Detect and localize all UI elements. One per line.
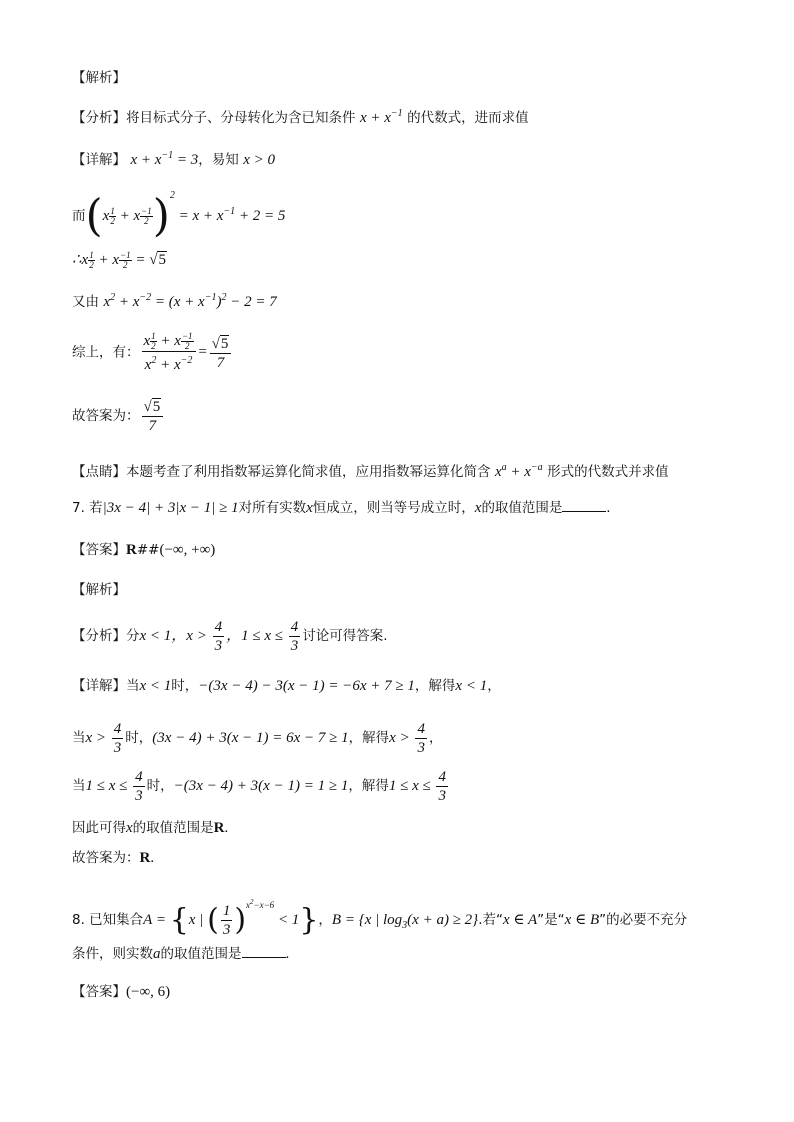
remark-line: [72, 458, 669, 482]
math-case-1-expr: −(3x − 4) − 3(x − 1) = −6x + 7 ≥ 1: [198, 678, 415, 694]
math-case-2-cond: x > $\frac{4}{3}$: [85, 721, 122, 756]
math-case-2-result: x > $\frac{4}{3}$: [389, 721, 425, 756]
math-case-2-expr: (3x − 4) + 3(x − 1) = 6x − 7 ≥ 1: [152, 729, 349, 746]
summary-text: 综上，有：: [72, 344, 140, 361]
remark-text-end: 形式的代数式并求值: [547, 464, 669, 480]
q7-number: 7. 若: [72, 500, 103, 516]
math-result-fraction: x $\frac{1}{2}$ + x $\frac{-1}{2}$ $x^2 + x^{-2}$ = $\frac{√5}{7}$: [140, 344, 234, 360]
conclusion-7: 因此可得x的取值范围是R.: [72, 820, 229, 836]
q7-text-3: 的取值范围是: [481, 500, 563, 516]
answer-text-7: 故答案为：: [72, 850, 140, 866]
case-2-text: 当: [72, 729, 86, 746]
math-interval-8: (−∞, 6): [126, 984, 171, 1000]
math-x: x: [474, 500, 482, 516]
math-case-3-result: 1 ≤ x ≤ $\frac{4}{3}$: [388, 769, 446, 804]
detail-line: [72, 146, 275, 170]
answer-line-6: [72, 398, 165, 435]
q8-text-2: ”是“: [537, 912, 565, 928]
math-R: R: [139, 850, 151, 866]
math-case-3-expr: −(3x − 4) + 3(x − 1) = 1 ≥ 1: [173, 777, 349, 794]
math-x: x: [126, 820, 133, 836]
also-line: [72, 288, 277, 312]
also-text: 又由: [72, 294, 99, 310]
question-7: 7. 若|3x − 4| + 3|x − 1| ≥ 1对所有实数x恒成立，则当等号成立时，x的取值范围是 .: [72, 500, 611, 516]
math-cases: x < 1，x > $\frac{4}{3}$ ，1 ≤ x ≤ $\frac{4}{3}$: [139, 619, 299, 654]
math-a: a: [153, 946, 161, 962]
math-answer-6: $\frac{√5}{7}$: [140, 408, 166, 424]
answer-blank: [562, 499, 606, 512]
case-3-text-3: ，解得: [348, 777, 389, 794]
math-given: $x + x^{-1} = 3$: [130, 150, 199, 168]
math-set-B: B = {x | $\log_3(x + a) \ge 2$}: [331, 912, 479, 931]
conclusion-text-2: 的取值范围是: [132, 820, 214, 836]
answer-label-8: 【答案】: [72, 984, 126, 1000]
detail-7-text: 时，: [171, 678, 199, 694]
math-x-in-A: x ∈ A: [502, 912, 538, 928]
math-set-A: A = {x | ( $\frac{1}{3}$ )$^{x^2-x-6}$ < 1}: [143, 898, 319, 939]
answer-7: [72, 540, 215, 560]
detail-7-label: 【详解】当: [72, 678, 140, 694]
case-3-text-2: 时，: [146, 777, 174, 794]
q8-number: 8. 已知集合: [72, 912, 144, 928]
math-square-sum: $x^2 + x^{-2} = (x + x^{-1})^2 - 2 = 7$: [103, 292, 277, 310]
q8-text-4: 条件，则实数: [72, 946, 153, 962]
math-therefore: ∴x $\frac{1}{2}$ + x $\frac{-1}{2}$ = √5: [72, 250, 166, 270]
answer-blank: [242, 945, 286, 958]
case-2-text-2: 时，: [125, 729, 153, 746]
math-q7-inequality: |3x − 4| + 3|x − 1| ≥ 1: [102, 500, 239, 516]
hash-sep: ##: [136, 542, 160, 558]
math-remark: $x^a + x^{-a}$: [494, 462, 543, 480]
math-R: R: [126, 542, 137, 558]
answer-line-7: 故答案为：R.: [72, 850, 155, 866]
analysis-text: 【分析】将目标式分子、分母转化为含已知条件: [72, 110, 356, 126]
math-interval-all: (−∞, +∞): [159, 542, 216, 558]
detail-7-text-2: ，解得: [414, 678, 456, 694]
detail-7-case-3: [72, 768, 450, 805]
detail-7-case-1: 【详解】当x < 1时，−(3x − 4) − 3(x − 1) = −6x + 7 ≥ 1，解得x < 1，: [72, 678, 501, 694]
conclusion-text: 因此可得: [72, 820, 126, 836]
analysis-text-end: 的代数式，进而求值: [407, 110, 529, 126]
math-case-1-result: x < 1: [455, 678, 488, 694]
analysis-heading-7: 【解析】: [72, 582, 126, 598]
q8-text-5: 的取值范围是: [160, 946, 242, 962]
detail-text: ，易知: [198, 152, 239, 168]
detail-label: 【详解】: [72, 152, 126, 168]
q8-text-3: ”的必要不充分: [599, 912, 688, 928]
math-case-3-cond: 1 ≤ x ≤ $\frac{4}{3}$: [85, 769, 143, 804]
math-condition: $x + x^{-1}$: [359, 108, 403, 126]
case-3-text: 当: [72, 777, 86, 794]
math-x-in-B: x ∈ B: [564, 912, 600, 928]
q7-text: 对所有实数: [238, 500, 307, 516]
remark-text: 【点睛】本题考查了利用指数幂运算化简求值，应用指数幂运算化简含: [72, 464, 491, 480]
summary-line: [72, 332, 233, 374]
square-line: [72, 186, 286, 242]
q8-text: .若“: [478, 912, 503, 928]
answer-text-6: 故答案为：: [72, 407, 140, 424]
analysis-7-text: 【分析】分: [72, 627, 140, 644]
math-square-identity: (x $\frac{1}{2}$ + x $\frac{-1}{2}$ )$^2 = x + x^{-1} + 2 = 5$: [85, 190, 286, 242]
analysis-heading: 【解析】: [72, 70, 126, 86]
math-x: x: [306, 500, 313, 516]
case-2-text-3: ，解得: [348, 729, 390, 746]
analysis-7-end: 讨论可得答案.: [302, 627, 388, 644]
q7-text-2: 恒成立，则当等号成立时，: [312, 500, 475, 516]
therefore-line: [72, 250, 167, 270]
square-text: 而: [72, 208, 86, 224]
math-case-1-cond: x < 1: [139, 678, 172, 694]
analysis-7: [72, 618, 388, 655]
question-8: 8. 已知集合A = {x | ( $\frac{1}{3}$ )$^{x^2-x-6}$ < 1}，B = {x | $\log_3(x + a) \ge 2$}.若“x ∈ A”是“x ∈ B”的必要不充分: [72, 898, 688, 939]
detail-7-case-2: 当x > $\frac{4}{3}$ 时，(3x − 4) + 3(x − 1) = 6x − 7 ≥ 1，解得x > $\frac{4}{3}$ ，: [72, 721, 443, 756]
math-R: R: [213, 820, 225, 836]
analysis-line: [72, 104, 529, 128]
question-8-cont: 条件，则实数a的取值范围是 .: [72, 946, 290, 962]
answer-8: [72, 982, 170, 1002]
math-x-positive: x > 0: [243, 152, 276, 168]
answer-label: 【答案】: [72, 542, 126, 558]
